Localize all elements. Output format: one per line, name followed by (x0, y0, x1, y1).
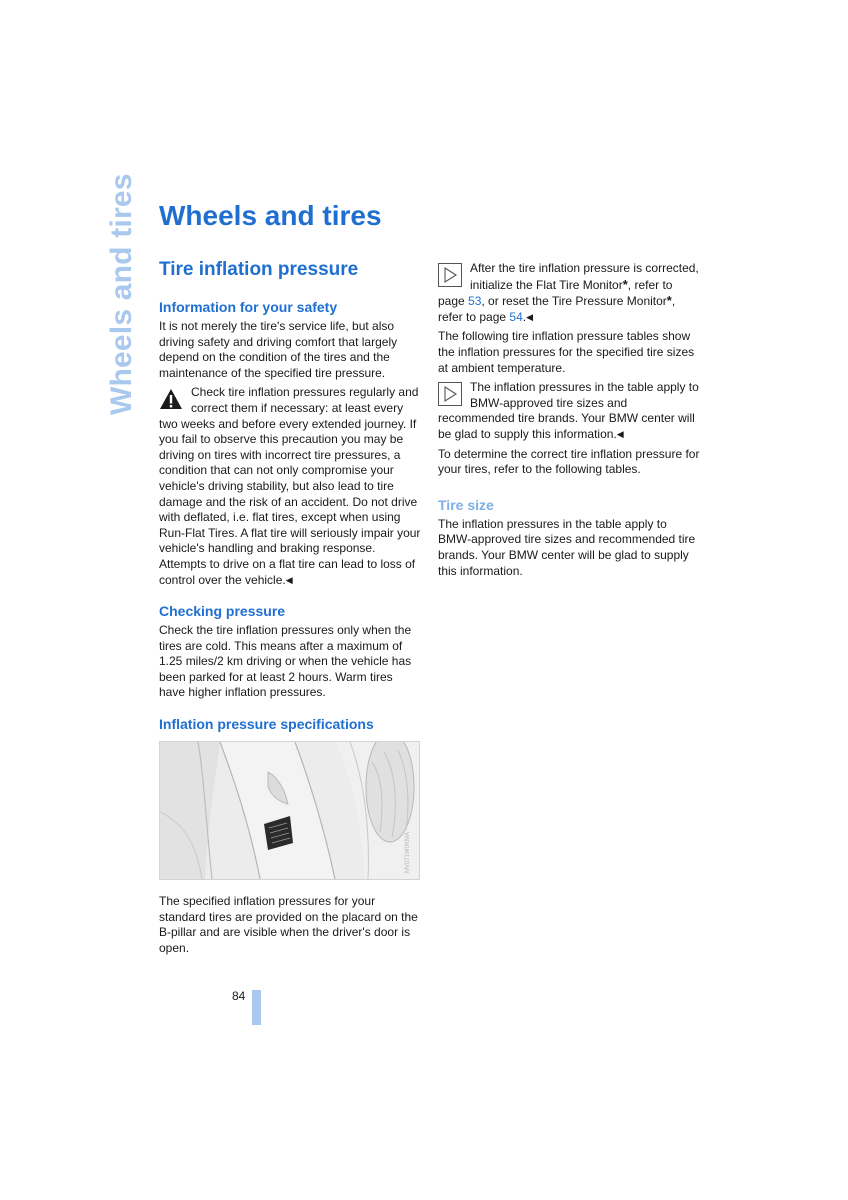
play-note-icon (438, 263, 462, 287)
left-column (159, 258, 421, 960)
end-mark-icon: ◀ (616, 428, 624, 439)
safety-paragraph: It is not merely the tire's service life, but also driving safety and driving comfort that largely depend on the condition of the tires and the maintenance of the specified tire pressure. (159, 319, 398, 380)
section-title: Tire inflation pressure (159, 259, 359, 280)
note1-text-d: , refer to page (438, 294, 676, 324)
play-note-icon (438, 382, 462, 406)
page-marker-bar (252, 990, 261, 1025)
chapter-side-tab: Wheels and tires (105, 173, 138, 415)
tables-paragraph: The following tire inflation pressure tables show the inflation pressures for the specified tire sizes at ambient temperature. (438, 329, 695, 375)
note1-text-a: After the tire inflation pressure is corrected, initialize the Flat Tire Monitor (470, 261, 699, 292)
checking-heading: Checking pressure (159, 603, 286, 620)
checking-paragraph: Check the tire inflation pressures only when the tires are cold. This means after a maximum of 1.25 miles/2 km driving or when the vehicle has been parked for at least 2 hours. Warm tires have higher inflation pressures. (159, 623, 412, 700)
page-link-53[interactable]: 53 (468, 294, 482, 309)
specs-caption: The specified inflation pressures for your standard tires are provided on the placard on the B-pillar and are visible when the driver's door is open. (159, 894, 418, 955)
specs-section (159, 715, 421, 956)
tire-size-paragraph: The inflation pressures in the table apply to BMW-approved tire sizes and recommended tire brands. Your BMW center will be glad to supply this information. (438, 516, 696, 578)
right-column (438, 261, 700, 583)
note2-text: The inflation pressures in the table apply to BMW-approved tire sizes and recommended tire brands. Your BMW center will be glad to supply this information. (438, 380, 699, 441)
warning-note (159, 385, 421, 588)
b-pillar-illustration (160, 742, 419, 879)
end-mark-icon: ◀ (285, 574, 293, 585)
page-title: Wheels and tires (159, 200, 382, 231)
info-note-2 (438, 380, 700, 442)
option-star-icon: * (666, 293, 672, 309)
b-pillar-placard-figure (159, 741, 420, 880)
page-link-54[interactable]: 54 (509, 309, 523, 324)
note1-text-c: , or reset the Tire Pressure Monitor (481, 294, 667, 309)
checking-section (159, 602, 421, 701)
info-note-1 (438, 261, 700, 325)
end-mark-icon: ◀ (526, 311, 534, 322)
note1-text-b: , refer to page (438, 277, 673, 309)
warning-text: Check tire inflation pressures regularly and correct them if necessary: at least every two weeks and before every extended journey. If you fail to observe this precaution you may be driving on tires with incorrect tire pressures, a condition that can not only compromise your vehicle's driving stability, but also lead to tire damage and the risk of an accident. Do not drive with deflated, i.e. flat tires, except when using Run-Flat Tires. A flat tire will seriously impair your vehicle's handling and braking response. Attempts to drive on a flat tire can lead to loss of control over the vehicle. (159, 385, 421, 587)
figure-code: MV071W0KMA (405, 832, 412, 874)
page-number: 84 (232, 989, 246, 1003)
tire-size-heading: Tire size (438, 496, 494, 513)
note1-text-e: . (522, 309, 527, 324)
safety-heading: Information for your safety (159, 299, 338, 315)
determine-paragraph: To determine the correct tire inflation pressure for your tires, refer to the following tables. (438, 446, 700, 477)
option-star-icon: * (622, 276, 628, 292)
specs-heading: Inflation pressure specifications (159, 716, 374, 733)
warning-icon (159, 387, 183, 411)
